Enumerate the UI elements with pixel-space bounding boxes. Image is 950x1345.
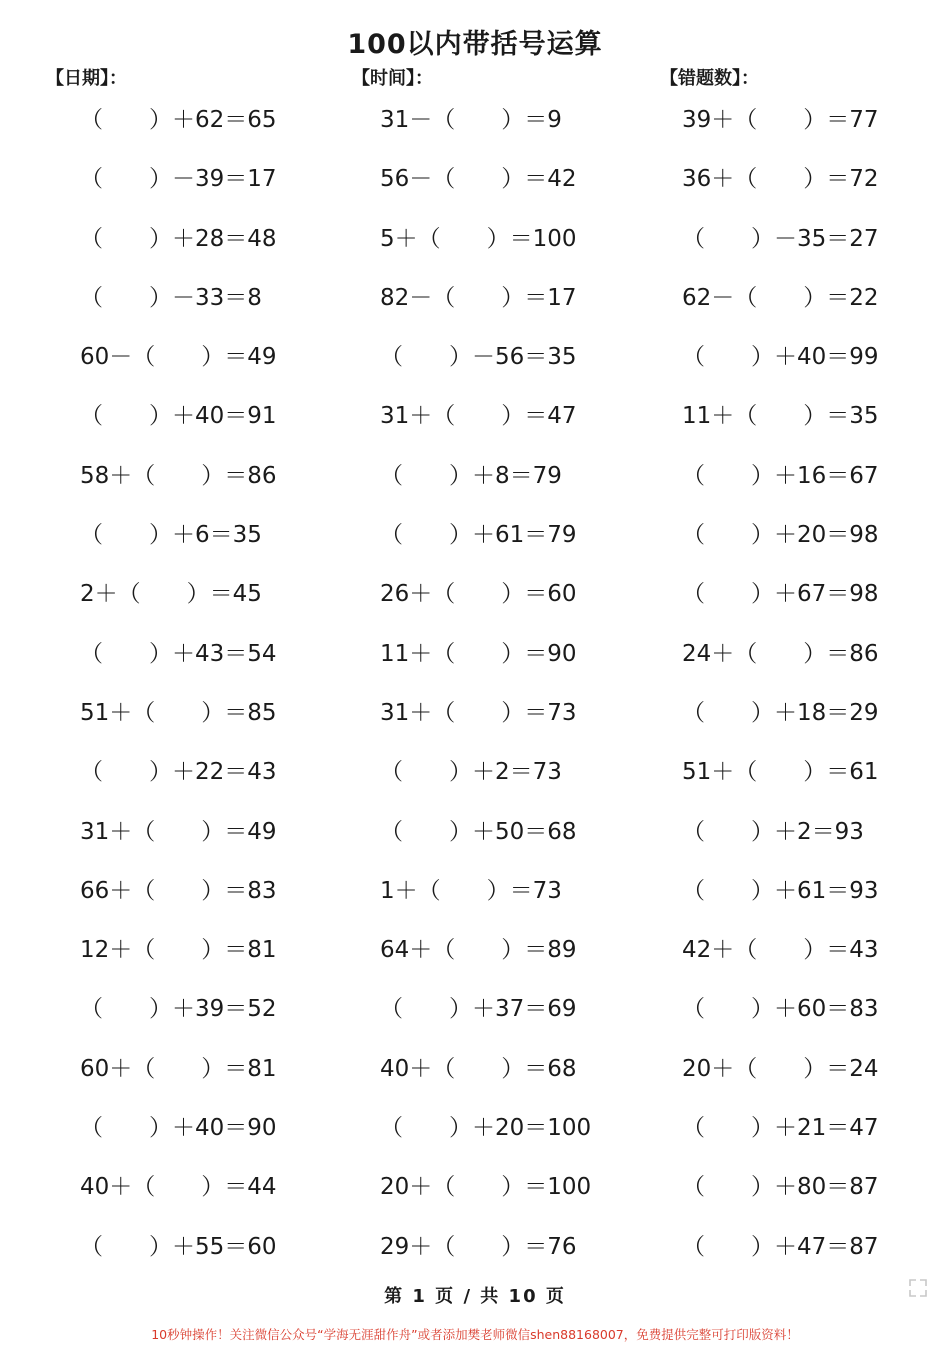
problem-cell: （ ）＋8＝79 (380, 462, 562, 489)
problem-cell: 1＋（ ）＝73 (380, 877, 562, 904)
problem-cell: （ ）＋80＝87 (682, 1174, 879, 1201)
problem-cell: （ ）＋61＝93 (682, 877, 879, 904)
problem-row (0, 1108, 950, 1167)
problem-cell: 5＋（ ）＝100 (380, 225, 577, 252)
problem-cell: 56－（ ）＝42 (380, 166, 577, 193)
problem-row (0, 812, 950, 871)
problem-cell: 31＋（ ）＝73 (380, 699, 577, 726)
problem-cell: （ ）＋40＝90 (80, 1115, 277, 1142)
problem-cell: （ ）＋61＝79 (380, 522, 577, 549)
problem-cell: 40＋（ ）＝44 (80, 1174, 277, 1201)
problem-cell: （ ）＋21＝47 (682, 1115, 879, 1142)
problem-cell: 24＋（ ）＝86 (682, 640, 879, 667)
date-label: 【日期】： (46, 68, 127, 89)
problem-cell: 31－（ ）＝9 (380, 107, 562, 133)
problem-row (0, 100, 950, 159)
problem-cell: 51＋（ ）＝85 (80, 699, 277, 726)
problem-cell: （ ）－33＝8 (80, 284, 262, 311)
problem-cell: （ ）＋40＝91 (80, 403, 277, 430)
problem-cell: （ ）＋16＝67 (682, 462, 879, 489)
page-number: 第 1 页 / 共 10 页 (384, 1286, 566, 1307)
problem-cell: （ ）＋2＝93 (682, 818, 864, 845)
problem-cell: 42＋（ ）＝43 (682, 937, 879, 964)
problem-cell: 58＋（ ）＝86 (80, 462, 277, 489)
problem-cell: 62－（ ）＝22 (682, 284, 879, 311)
problem-cell: （ ）＋39＝52 (80, 996, 277, 1023)
problem-cell: 64＋（ ）＝89 (380, 937, 577, 964)
problem-cell: 51＋（ ）＝61 (682, 759, 879, 786)
problem-cell: 60－（ ）＝49 (80, 344, 277, 371)
problem-row (0, 1227, 950, 1286)
problem-row (0, 752, 950, 811)
problem-row (0, 634, 950, 693)
problem-row (0, 456, 950, 515)
problem-cell: （ ）＋6＝35 (80, 522, 262, 549)
problem-cell: 66＋（ ）＝83 (80, 877, 277, 904)
footer-note: 10秒钟操作！关注微信公众号“学海无涯甜作舟”或者添加樊老师微信shen88168007，免费提供完整可打印版资料！ (151, 1327, 799, 1342)
problem-grid (0, 100, 950, 1286)
problem-cell: （ ）＋18＝29 (682, 699, 879, 726)
problem-cell: 11＋（ ）＝90 (380, 640, 577, 667)
problem-cell: （ ）－39＝17 (80, 166, 277, 193)
problem-cell: （ ）＋20＝98 (682, 522, 879, 549)
problem-row (0, 1167, 950, 1226)
problem-row (0, 159, 950, 218)
problem-row (0, 396, 950, 455)
problem-cell: （ ）＋50＝68 (380, 818, 577, 845)
problem-row (0, 515, 950, 574)
problem-cell: （ ）＋22＝43 (80, 759, 277, 786)
problem-cell: 20＋（ ）＝100 (380, 1174, 592, 1201)
problem-cell: （ ）＋20＝100 (380, 1115, 592, 1142)
problem-cell: 31＋（ ）＝47 (380, 403, 577, 430)
problem-cell: （ ）＋43＝54 (80, 640, 277, 667)
problem-cell: （ ）＋60＝83 (682, 996, 879, 1023)
problem-cell: （ ）＋67＝98 (682, 581, 879, 608)
problem-cell: （ ）＋62＝65 (80, 107, 277, 133)
problem-cell: （ ）＋28＝48 (80, 225, 277, 252)
problem-cell: （ ）＋2＝73 (380, 759, 562, 786)
problem-row (0, 693, 950, 752)
problem-cell: 82－（ ）＝17 (380, 284, 577, 311)
problem-cell: 60＋（ ）＝81 (80, 1055, 277, 1082)
problem-cell: 39＋（ ）＝77 (682, 107, 879, 133)
problem-row (0, 989, 950, 1048)
problem-cell: （ ）＋40＝99 (682, 344, 879, 371)
problem-cell: 2＋（ ）＝45 (80, 581, 262, 608)
page-title: 100以内带括号运算 (347, 29, 603, 60)
expand-icon (906, 1276, 930, 1300)
problem-row (0, 278, 950, 337)
problem-cell: （ ）＋37＝69 (380, 996, 577, 1023)
problem-cell: （ ）－56＝35 (380, 344, 577, 371)
problem-cell: 29＋（ ）＝76 (380, 1233, 577, 1260)
problem-row (0, 337, 950, 396)
problem-cell: 12＋（ ）＝81 (80, 937, 277, 964)
problem-row (0, 574, 950, 633)
problem-cell: （ ）＋47＝87 (682, 1233, 879, 1260)
errors-label: 【错题数】： (660, 68, 759, 89)
info-row (0, 64, 950, 92)
problem-cell: 26＋（ ）＝60 (380, 581, 577, 608)
problem-cell: 40＋（ ）＝68 (380, 1055, 577, 1082)
problem-cell: 36＋（ ）＝72 (682, 166, 879, 193)
problem-row (0, 1049, 950, 1108)
problem-row (0, 871, 950, 930)
time-label: 【时间】： (352, 68, 433, 89)
problem-cell: 11＋（ ）＝35 (682, 403, 879, 430)
problem-cell: 31＋（ ）＝49 (80, 818, 277, 845)
problem-cell: （ ）－35＝27 (682, 225, 879, 252)
problem-row (0, 219, 950, 278)
problem-cell: （ ）＋55＝60 (80, 1233, 277, 1260)
problem-cell: 20＋（ ）＝24 (682, 1055, 879, 1082)
problem-row (0, 930, 950, 989)
